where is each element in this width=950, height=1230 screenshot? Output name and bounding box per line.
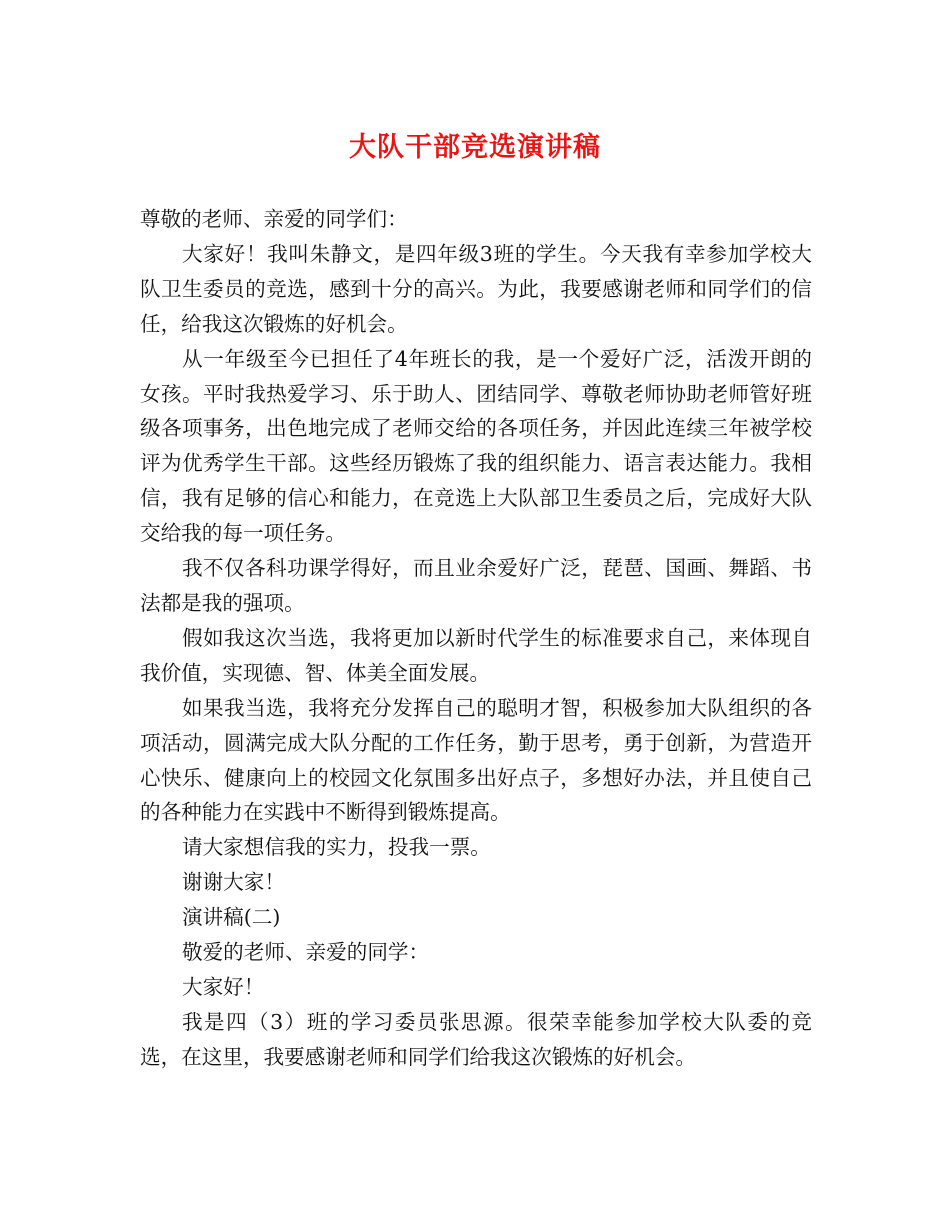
paragraph-salutation: 尊敬的老师、亲爱的同学们： xyxy=(140,207,408,231)
paragraph-speech-two-heading: 演讲稿(二) xyxy=(182,905,281,930)
paragraph-experience: 从一年级至今已担任了4年班长的我，是一个爱好广泛，活泼开朗的女孩。平时我热爱学习、乐于助人、团结同学、尊敬老师协助老师管好班级各项事务，出色地完成了老师交给的各项任务，并因此连续三年被学校评为优秀学生干部。这些经历锻炼了我的组织能力、语言表达能力。我相信，我有足够的信心和能力，在竞选上大队部卫生委员之后，完成好大队交给我的每一项任务。 xyxy=(140,346,812,546)
paragraph-vote-request: 请大家想信我的实力，投我一票。 xyxy=(182,835,491,860)
paragraph-plans: 如果我当选，我将充分发挥自己的聪明才智，积极参加大队组织的各项活动，圆满完成大队分配的工作任务，勤于思考，勇于创新，为营造开心快乐、健康向上的校园文化氛围多出好点子，多想好办法，并且使自己的各种能力在实践中不断得到锻炼提高。 xyxy=(140,695,812,825)
paragraph-speech-two-salutation: 敬爱的老师、亲爱的同学： xyxy=(182,940,430,965)
paragraph-self-intro: 大家好！我叫朱静文，是四年级3班的学生。今天我有幸参加学校大队卫生委员的竞选，感到十分的高兴。为此，我要感谢老师和同学们的信任，给我这次锻炼的好机会。 xyxy=(140,241,812,336)
paragraph-speech-two-greeting: 大家好！ xyxy=(182,974,265,999)
paragraph-hobbies: 我不仅各科功课学得好，而且业余爱好广泛，琵琶、国画、舞蹈、书法都是我的强项。 xyxy=(140,556,812,615)
paragraph-if-elected: 假如我这次当选，我将更加以新时代学生的标准要求自己，来体现自我价值，实现德、智、体美全面发展。 xyxy=(140,625,812,685)
document-body xyxy=(140,202,812,1075)
paragraph-thanks: 谢谢大家！ xyxy=(182,870,285,895)
document-title: 大队干部竞选演讲稿 xyxy=(349,132,601,163)
paragraph-speech-two-intro: 我是四（3）班的学习委员张思源。很荣幸能参加学校大队委的竞选，在这里，我要感谢老师和同学们给我这次锻炼的好机会。 xyxy=(140,1009,812,1069)
